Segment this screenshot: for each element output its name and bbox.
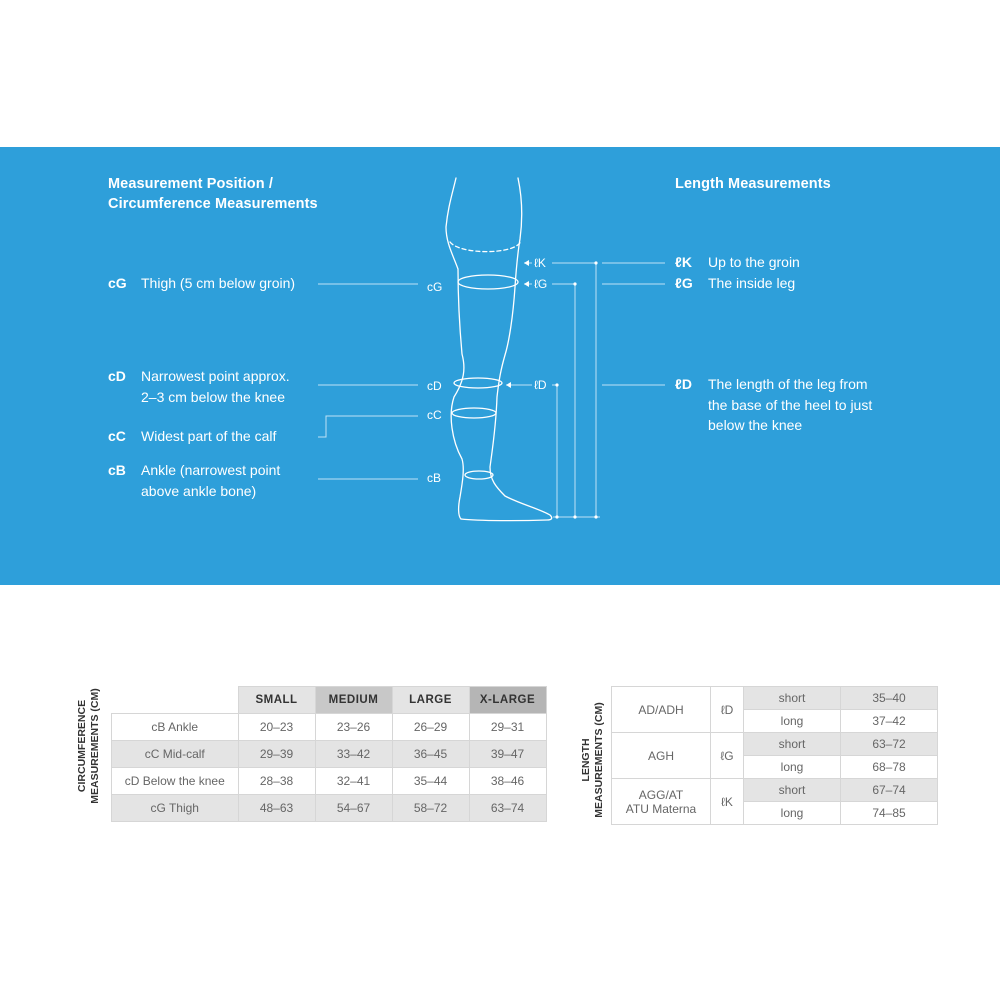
arrowhead-lg [524, 281, 529, 287]
dot-lg-base [573, 515, 576, 518]
legend-code-lg: ℓG [675, 275, 693, 291]
legend-code-lk: ℓK [675, 254, 692, 270]
range-cell: 35–40 [841, 687, 938, 710]
cell-value: 38–46 [469, 768, 546, 795]
group-name [612, 687, 711, 733]
size-cell: short [744, 779, 841, 802]
cell-value: 36–45 [392, 741, 469, 768]
range-cell: 37–42 [841, 710, 938, 733]
dot-lk-top [594, 261, 597, 264]
length-table-title [580, 700, 606, 820]
group-name [612, 733, 711, 779]
legend-desc-cc-line-1: Widest part of the calf [141, 428, 277, 444]
range-cell: 74–85 [841, 802, 938, 825]
legend-desc-lg-line-1: The inside leg [708, 275, 796, 291]
cell-value: 29–31 [469, 714, 546, 741]
circumference-table [111, 686, 547, 822]
info-panel [0, 147, 1000, 585]
length-heading: Length Measurements [675, 176, 831, 192]
header-blank [112, 687, 239, 714]
size-cell: short [744, 687, 841, 710]
cell-value: 20–23 [238, 714, 315, 741]
table-row [612, 733, 938, 756]
leg-label-lg: ℓG [534, 277, 548, 291]
leg-label-cd: cD [427, 379, 442, 393]
size-cell: short [744, 733, 841, 756]
circumference-heading-line-1: Measurement Position / [108, 176, 273, 192]
groin-circumference-dashed [450, 241, 521, 252]
legend-desc-lk-line-1: Up to the groin [708, 254, 800, 270]
table-row [612, 687, 938, 710]
cell-value: 33–42 [315, 741, 392, 768]
dot-ld-top [555, 383, 558, 386]
row-label: cD Below the knee [112, 768, 239, 795]
cell-value: 48–63 [238, 795, 315, 822]
legend-code-cb: cB [108, 462, 126, 478]
row-label: cC Mid-calf [112, 741, 239, 768]
row-label: cB Ankle [112, 714, 239, 741]
range-cell: 68–78 [841, 756, 938, 779]
legend-desc-ld-line-2: the base of the heel to just [708, 396, 873, 413]
leg-label-cc: cC [427, 408, 442, 422]
legend-code-cg: cG [108, 275, 127, 291]
circumference-heading-line-2: Circumference Measurements [108, 196, 318, 212]
cell-value: 39–47 [469, 741, 546, 768]
length-table-title-line-1: LENGTH [580, 738, 592, 782]
table-row [112, 795, 547, 822]
dot-lk-base [594, 515, 597, 518]
length-table-title-line-2: MEASUREMENTS (CM) [593, 702, 605, 818]
thigh-circumference-mark [458, 275, 518, 289]
cell-value: 54–67 [315, 795, 392, 822]
legend-desc-ld-line-1: The length of the leg from [708, 376, 868, 392]
dot-lg-top [573, 282, 576, 285]
calf-circumference-mark [452, 408, 496, 418]
group-name-line: AGH [647, 748, 674, 763]
leg-outline-back [446, 178, 464, 519]
leg-label-lk: ℓK [534, 256, 546, 270]
arrowhead-lk [524, 260, 529, 266]
arrowhead-ld [506, 382, 511, 388]
leg-outline-front [461, 178, 552, 521]
group-name-line: AD/ADH [638, 702, 684, 717]
dot-ld-base [555, 515, 558, 518]
header-xlarge: X-LARGE [469, 687, 546, 714]
group-name-line: ATU Materna [625, 801, 697, 816]
legend-desc-cb-line-1: Ankle (narrowest point [141, 462, 281, 478]
table-row [612, 779, 938, 802]
row-label: cG Thigh [112, 795, 239, 822]
group-code: ℓK [711, 779, 744, 825]
legend-desc-ld-line-3: below the knee [708, 417, 803, 433]
header-small: SMALL [238, 687, 315, 714]
cell-value: 63–74 [469, 795, 546, 822]
cell-value: 58–72 [392, 795, 469, 822]
legend-desc-cd-line-1: Narrowest point approx. [141, 368, 290, 384]
cell-value: 32–41 [315, 768, 392, 795]
leg-label-cg: cG [427, 280, 443, 294]
circumference-table-title [76, 686, 102, 806]
table-row [112, 741, 547, 768]
leg-label-ld: ℓD [534, 378, 547, 392]
group-code: ℓD [711, 687, 744, 733]
range-cell: 67–74 [841, 779, 938, 802]
circumference-table-title-line-1: CIRCUMFERENCE [76, 699, 88, 793]
leg-diagram [0, 147, 1000, 585]
header-medium: MEDIUM [315, 687, 392, 714]
legend-desc-cb-line-2: above ankle bone) [141, 482, 257, 499]
cell-value: 29–39 [238, 741, 315, 768]
header-large: LARGE [392, 687, 469, 714]
size-cell: long [744, 802, 841, 825]
cell-value: 23–26 [315, 714, 392, 741]
legend-code-ld: ℓD [675, 376, 692, 392]
size-cell: long [744, 756, 841, 779]
range-cell: 63–72 [841, 733, 938, 756]
cell-value: 28–38 [238, 768, 315, 795]
length-table [611, 686, 938, 825]
table-row [112, 714, 547, 741]
table-row [112, 768, 547, 795]
legend-desc-cg-line-1: Thigh (5 cm below groin) [141, 275, 296, 291]
guide-cc-left [318, 416, 418, 437]
legend-code-cd: cD [108, 368, 126, 384]
ankle-circumference-mark [465, 471, 493, 479]
group-name [612, 779, 711, 825]
cell-value: 26–29 [392, 714, 469, 741]
size-cell: long [744, 710, 841, 733]
leg-label-cb: cB [427, 471, 442, 485]
legend-code-cc: cC [108, 428, 126, 444]
cell-value: 35–44 [392, 768, 469, 795]
circumference-header-row [112, 687, 547, 714]
group-code: ℓG [711, 733, 744, 779]
legend-desc-cd-line-2: 2–3 cm below the knee [141, 388, 285, 405]
group-name-line: AGG/AT [638, 787, 684, 802]
circumference-table-title-line-2: MEASUREMENTS (CM) [89, 688, 101, 804]
